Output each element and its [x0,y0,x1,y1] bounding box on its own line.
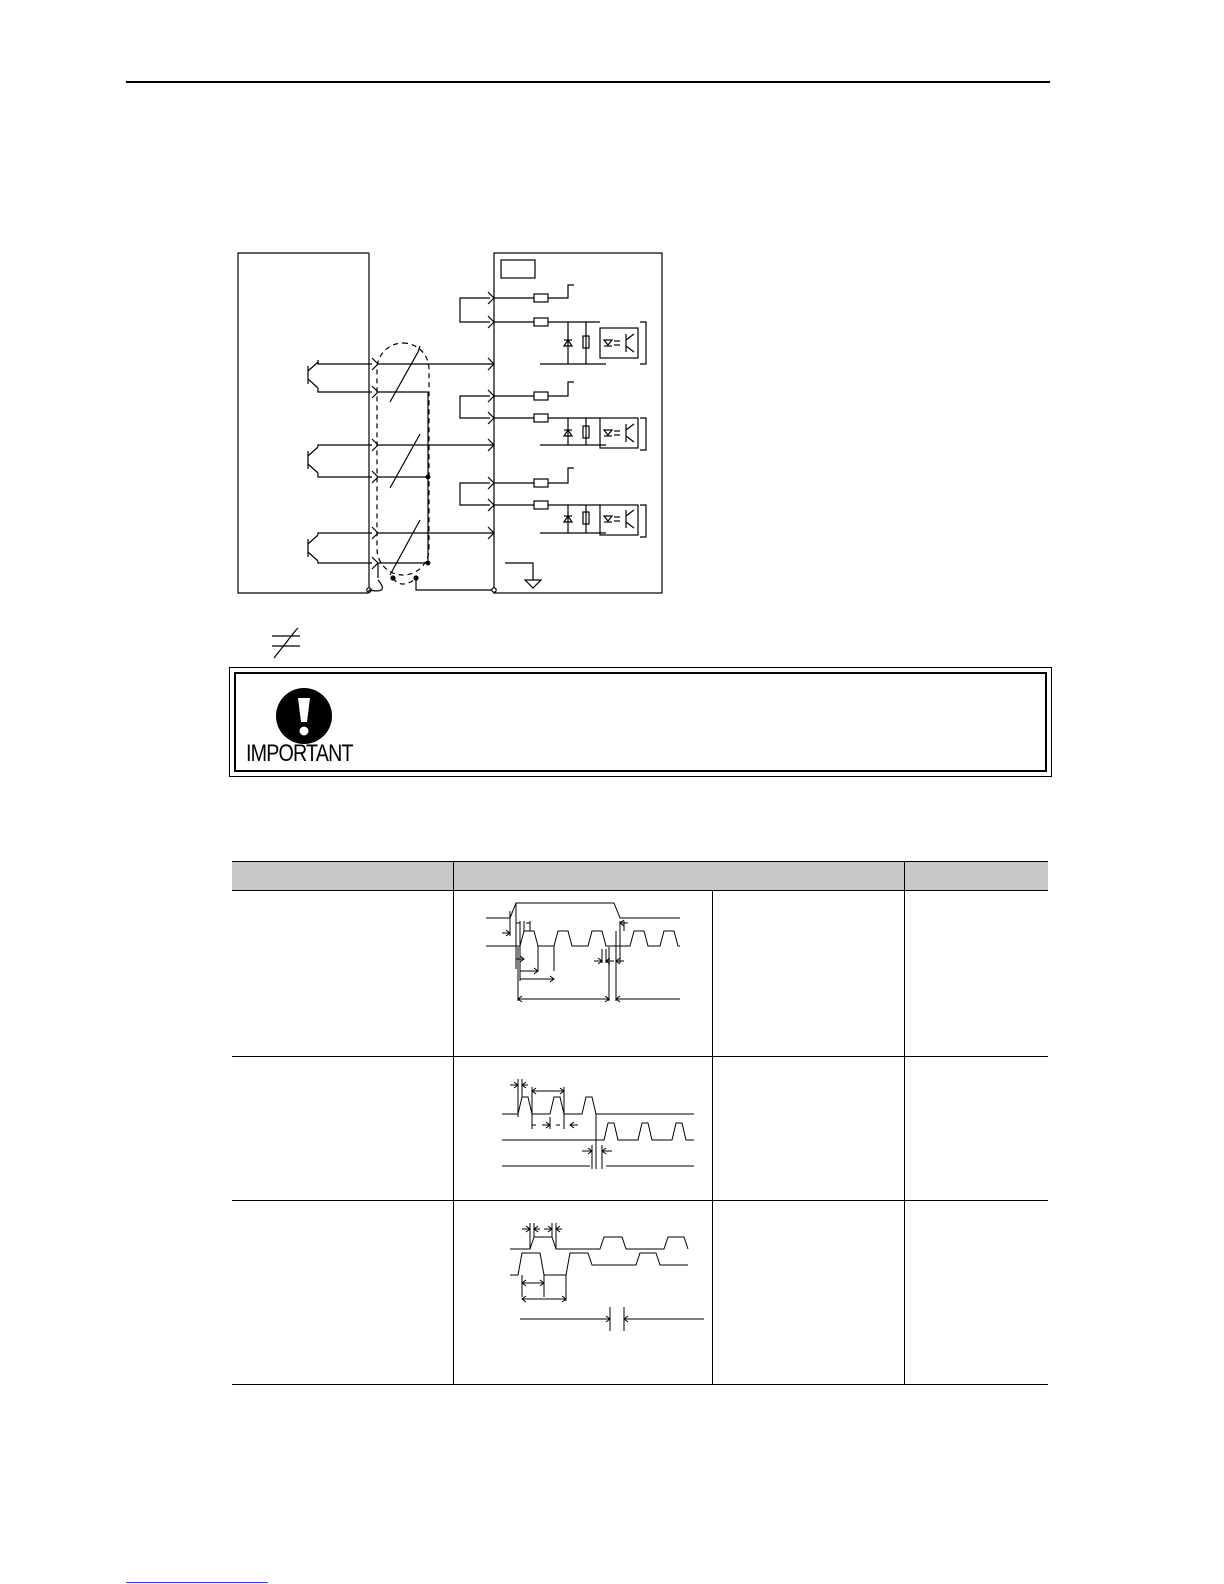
channel-1 [308,285,646,398]
sign-pulse-timing-chart [454,891,712,1056]
important-label: IMPORTANT [246,740,353,767]
reference-cell [904,1201,1048,1385]
exclamation-icon [274,686,334,746]
timing-cell [453,1201,904,1385]
table-row [232,1057,1048,1201]
twisted-pair-shield [377,343,430,575]
column-header [232,862,453,891]
pulse-form-cell [232,1057,453,1201]
column-header [453,862,904,891]
pulse-form-cell [232,891,453,1057]
table-row [232,891,1048,1057]
reference-cell [904,891,1048,1057]
important-notice [229,667,1052,777]
timing-notes [713,1057,904,1200]
table-row [232,1201,1048,1385]
timing-notes [713,891,904,1056]
pulse-input-circuit-diagram [0,0,1224,660]
quadrature-ab-timing-chart [454,1201,712,1384]
ground-wiring [367,563,541,593]
twisted-pair-symbol [268,626,304,660]
timing-cell [453,891,904,1057]
channel-3 [308,468,646,569]
footer-link-underline [126,1582,268,1583]
cw-ccw-timing-chart [454,1057,712,1200]
pulse-form-cell [232,1201,453,1385]
column-header [904,862,1048,891]
servopack-block [494,253,662,593]
timing-cell [453,1057,904,1201]
host-controller-block [238,253,369,593]
timing-notes [713,1201,904,1384]
reference-cell [904,1057,1048,1201]
channel-2 [308,382,646,483]
table-header-row [232,862,1048,891]
pulse-form-spec-table [232,861,1048,1385]
